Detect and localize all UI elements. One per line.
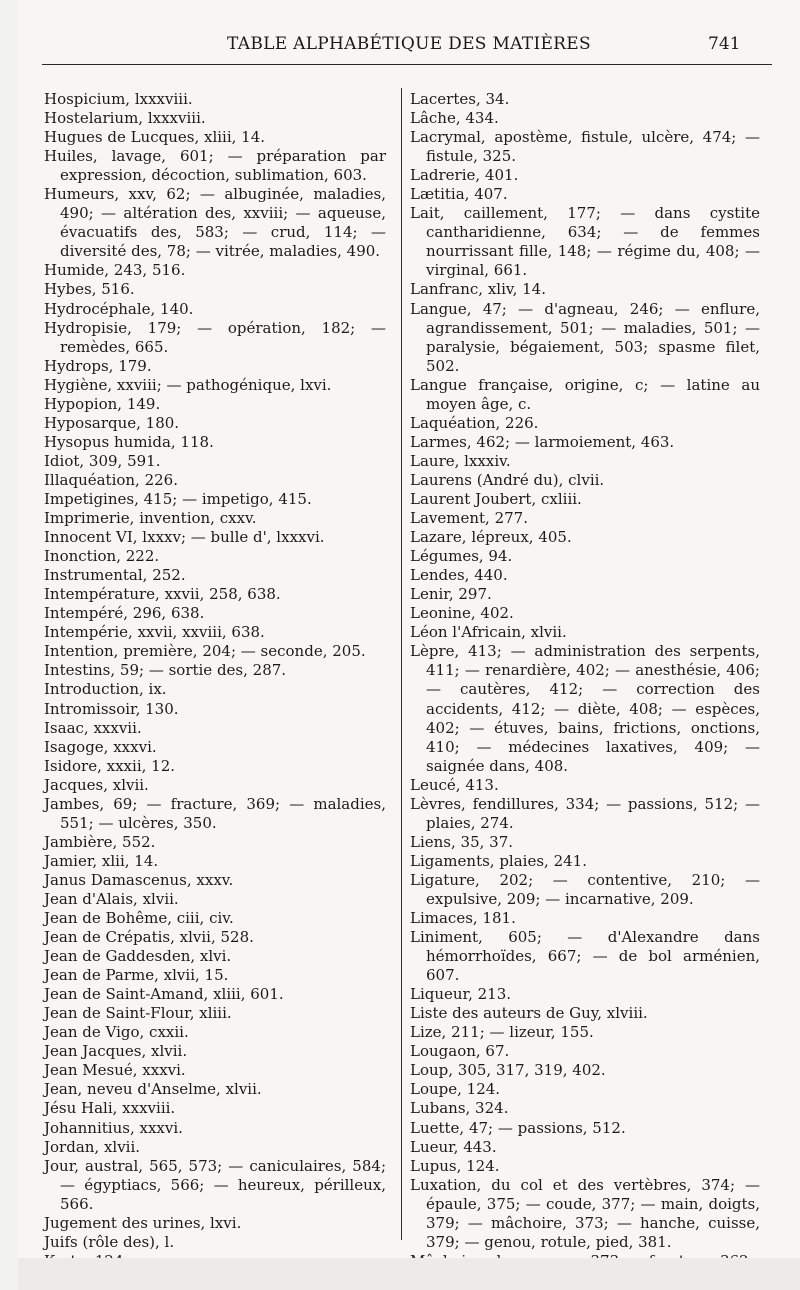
index-entry: Liens, 35, 37.: [410, 832, 514, 851]
index-entry: Leucé, 413.: [410, 775, 499, 794]
page-number: 741: [708, 34, 741, 54]
index-entry: Intestins, 59; — sortie des, 287.: [44, 661, 287, 680]
index-entry: Intempéré, 296, 638.: [44, 604, 205, 623]
index-entry: Laure, lxxxiv.: [410, 451, 511, 470]
index-entry: Jugement des urines, lxvi.: [44, 1213, 242, 1232]
index-entry: Langue, 47; — d'agneau, 246; — enflure, agrandissement, 501; — maladies, 501; — paralysie, bégaiement, 503; spasme filet, 502.: [410, 299, 760, 375]
index-entry: Hydropisie, 179; — opération, 182; — remèdes, 665.: [44, 318, 386, 356]
index-entry: Hugues de Lucques, xliii, 14.: [44, 128, 266, 147]
index-entry: Humide, 243, 516.: [44, 261, 186, 280]
index-entry: Laquéation, 226.: [410, 413, 539, 432]
index-entry: Loupe, 124.: [410, 1080, 501, 1099]
index-entry: Lenir, 297.: [410, 585, 492, 604]
index-entry: Jean d'Alais, xlvii.: [44, 889, 179, 908]
index-entry: Luette, 47; — passions, 512.: [410, 1118, 626, 1137]
index-entry: Jean Jacques, xlvii.: [44, 1042, 188, 1061]
index-entry: Juifs (rôle des), l.: [44, 1232, 175, 1251]
index-entry: Lupus, 124.: [410, 1156, 500, 1175]
index-entry: Lèpre, 413; — administration des serpents, 411; — renardière, 402; — anesthésie, 406; — cautères, 412; — correction des accidents, 412; — diète, 408; — espèces, 402; — étuves, bains, frictions, onctions, 410; — médecines laxatives, 409; — saignée dans, 408.: [410, 642, 760, 775]
index-entry: Jean de Crépatis, xlvii, 528.: [44, 928, 254, 947]
index-entry: Liste des auteurs de Guy, xlviii.: [410, 1004, 648, 1023]
index-entry: Jean de Saint-Amand, xliii, 601.: [44, 985, 284, 1004]
index-entry: Lueur, 443.: [410, 1137, 497, 1156]
index-entry: Jordan, xlvii.: [44, 1137, 141, 1156]
index-entry: Légumes, 94.: [410, 547, 513, 566]
index-entry: Huiles, lavage, 601; — préparation par expression, décoction, sublimation, 603.: [44, 147, 386, 185]
index-entry: Liniment, 605; — d'Alexandre dans hémorrhoïdes, 667; — de bol arménien, 607.: [410, 928, 760, 985]
index-entry: Jambes, 69; — fracture, 369; — maladies, 551; — ulcères, 350.: [44, 794, 386, 832]
running-header-title: TABLE ALPHABÉTIQUE DES MATIÈRES: [227, 34, 591, 54]
index-entry: Liqueur, 213.: [410, 985, 512, 1004]
index-entry: Jean de Saint-Flour, xliii.: [44, 1004, 232, 1023]
index-entry: Lubans, 324.: [410, 1099, 509, 1118]
index-entry: Lazare, lépreux, 405.: [410, 528, 572, 547]
index-entry: Ladrerie, 401.: [410, 166, 519, 185]
index-entry: Jour, austral, 565, 573; — caniculaires, 584; — égyptiacs, 566; — heureux, périlleux, 566.: [44, 1156, 386, 1213]
index-entry: Loup, 305, 317, 319, 402.: [410, 1061, 606, 1080]
page-bottom-margin: [18, 1258, 800, 1290]
index-entry: Hyposarque, 180.: [44, 413, 180, 432]
index-entry: Jamier, xlii, 14.: [44, 851, 159, 870]
index-entry: Jacques, xlvii.: [44, 775, 149, 794]
index-entry: Janus Damascenus, xxxv.: [44, 870, 234, 889]
index-entry: Langue française, origine, c; — latine au moyen âge, c.: [410, 375, 760, 413]
index-entry: Johannitius, xxxvi.: [44, 1118, 183, 1137]
index-entry: Intempérature, xxvii, 258, 638.: [44, 585, 281, 604]
index-entry: Lougaon, 67.: [410, 1042, 510, 1061]
index-entry: Instrumental, 252.: [44, 566, 186, 585]
header-rule: [42, 64, 772, 65]
index-entry: Idiot, 309, 591.: [44, 451, 161, 470]
index-entry: Ligature, 202; — contentive, 210; — expulsive, 209; — incarnative, 209.: [410, 870, 760, 908]
index-entry: Leonine, 402.: [410, 604, 514, 623]
index-entry: Lize, 211; — lizeur, 155.: [410, 1023, 594, 1042]
index-entry: Imprimerie, invention, cxxv.: [44, 509, 257, 528]
index-entry: Intromissoir, 130.: [44, 699, 179, 718]
index-entry: Jean de Parme, xlvii, 15.: [44, 966, 229, 985]
index-entry: Hygiène, xxviii; — pathogénique, lxvi.: [44, 375, 332, 394]
right-column: [410, 90, 760, 1290]
index-entry: Jean de Bohême, ciii, civ.: [44, 909, 234, 928]
index-entry: Lait, caillement, 177; — dans cystite cantharidienne, 634; — de femmes nourrissant fille, 148; — régime du, 408; — virginal, 661.: [410, 204, 760, 280]
index-entry: Hybes, 516.: [44, 280, 135, 299]
index-entry: Inonction, 222.: [44, 547, 160, 566]
index-entry: Hypopion, 149.: [44, 394, 161, 413]
index-entry: Hospicium, lxxxviii.: [44, 90, 193, 108]
index-entry: Ligaments, plaies, 241.: [410, 851, 587, 870]
index-entry: Lætitia, 407.: [410, 185, 508, 204]
index-entry: Lâche, 434.: [410, 109, 499, 128]
index-entry: Hostelarium, lxxxviii.: [44, 109, 206, 128]
index-entry: Lacertes, 34.: [410, 90, 510, 108]
index-entry: Hydrops, 179.: [44, 356, 152, 375]
index-entry: Humeurs, xxv, 62; — albuginée, maladies, 490; — altération des, xxviii; — aqueuse, évacuatifs des, 583; — crud, 114; — diversité des, 78; — vitrée, maladies, 490.: [44, 185, 386, 261]
index-entry: Hydrocéphale, 140.: [44, 299, 194, 318]
index-entry: Jésu Hali, xxxviii.: [44, 1099, 176, 1118]
column-divider: [401, 88, 402, 1240]
index-entry: Intention, première, 204; — seconde, 205.: [44, 642, 366, 661]
index-entry: Isagoge, xxxvi.: [44, 737, 157, 756]
index-entry: Jean Mesué, xxxvi.: [44, 1061, 186, 1080]
index-entry: Impetigines, 415; — impetigo, 415.: [44, 489, 312, 508]
index-entry: Isaac, xxxvii.: [44, 718, 142, 737]
index-entry: Jambière, 552.: [44, 832, 156, 851]
index-entry: Lendes, 440.: [410, 566, 508, 585]
index-entry: Introduction, ix.: [44, 680, 167, 699]
index-entry: Lanfranc, xliv, 14.: [410, 280, 546, 299]
index-entry: Illaquéation, 226.: [44, 470, 178, 489]
left-column: [44, 90, 386, 1271]
index-entry: Jean de Gaddesden, xlvi.: [44, 947, 232, 966]
index-entry: Léon l'Africain, xlvii.: [410, 623, 567, 642]
index-entry: Intempérie, xxvii, xxviii, 638.: [44, 623, 265, 642]
index-entry: Jean de Vigo, cxxii.: [44, 1023, 189, 1042]
index-entry: Jean, neveu d'Anselme, xlvii.: [44, 1080, 262, 1099]
index-entry: Limaces, 181.: [410, 909, 516, 928]
index-entry: Laurens (André du), clvii.: [410, 470, 605, 489]
index-entry: Lavement, 277.: [410, 509, 528, 528]
index-entry: Isidore, xxxii, 12.: [44, 756, 176, 775]
index-entry: Innocent VI, lxxxv; — bulle d', lxxxvi.: [44, 528, 325, 547]
index-page: [18, 0, 800, 1290]
index-entry: Larmes, 462; — larmoiement, 463.: [410, 432, 675, 451]
index-entry: Laurent Joubert, cxliii.: [410, 489, 582, 508]
index-entry: Luxation, du col et des vertèbres, 374; — épaule, 375; — coude, 377; — main, doigts, 379; — mâchoire, 373; — hanche, cuisse, 379; — genou, rotule, pied, 381.: [410, 1175, 760, 1251]
index-entry: Lèvres, fendillures, 334; — passions, 512; — plaies, 274.: [410, 794, 760, 832]
index-entry: Lacrymal, apostème, fistule, ulcère, 474; — fistule, 325.: [410, 128, 760, 166]
index-entry: Hysopus humida, 118.: [44, 432, 214, 451]
